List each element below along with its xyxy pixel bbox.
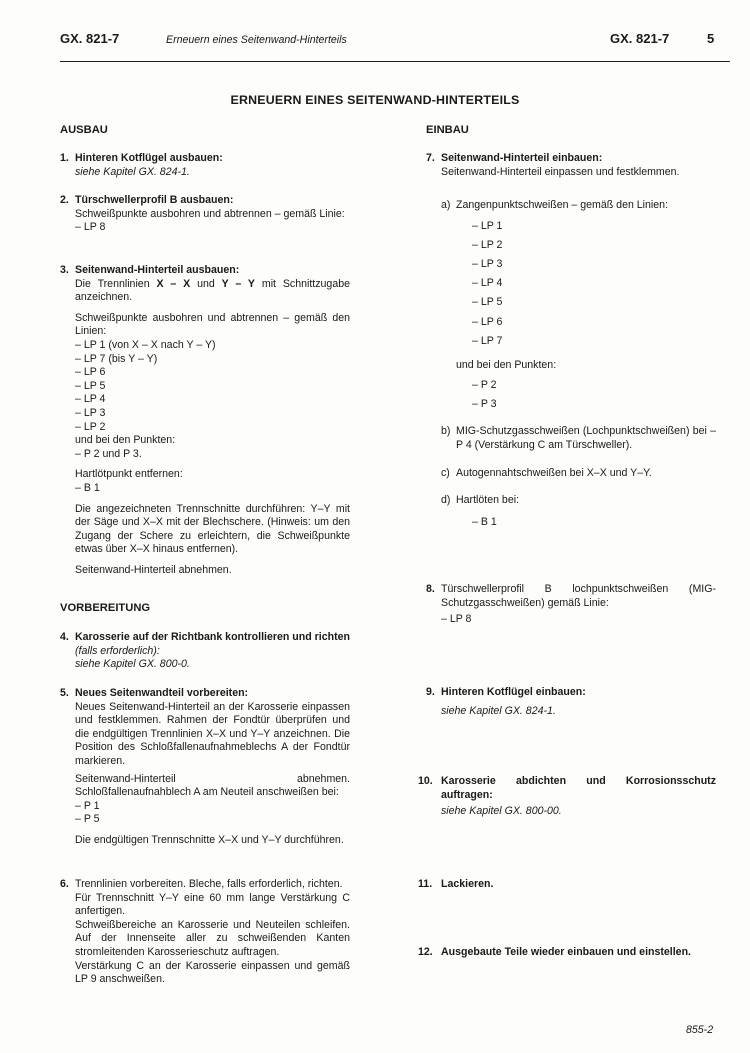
step-11	[441, 878, 716, 892]
step-number: 3.	[60, 264, 69, 276]
step-text: Schweißpunkte ausbohren und abtrennen – gemäß Linie:	[75, 207, 345, 220]
substep-label: b)	[441, 425, 451, 437]
line-ref: – LP 7	[472, 334, 503, 347]
step-number: 2.	[60, 194, 69, 206]
step-text: Türschwellerprofil B lochpunktschweißen (MIG-Schutzgasschweißen) gemäß Linie:	[441, 583, 716, 609]
chapter-ref: siehe Kapitel GX. 824-1.	[441, 704, 556, 717]
step-number: 1.	[60, 152, 69, 164]
line-ref: – LP 3	[472, 257, 503, 270]
step-number: 6.	[60, 878, 69, 890]
point-ref: – P 2	[472, 378, 497, 391]
step-text: Seitenwand-Hinterteil abnehmen. Schloßfallenaufnahblech A am Neuteil anschweißen bei:	[75, 772, 350, 799]
substep-text: Hartlöten bei:	[456, 494, 520, 506]
step-text: Hartlötpunkt entfernen:	[75, 468, 183, 481]
point-ref: – P 3	[472, 397, 497, 410]
step-6	[75, 878, 350, 987]
chapter-ref: siehe Kapitel GX. 824-1.	[75, 165, 190, 178]
step-text: Für Trennschnitt Y–Y eine 60 mm lange Verstärkung C anfertigen.	[75, 891, 350, 918]
line-ref: – LP 6	[472, 315, 503, 328]
header-title: Erneuern eines Seitenwand-Hinterteils	[166, 34, 347, 46]
step-text: Trennlinien vorbereiten. Bleche, falls erforderlich, richten.	[75, 878, 343, 890]
line-ref: – LP 6	[75, 366, 106, 379]
point-ref: – B 1	[75, 481, 100, 494]
line-ref: – LP 7 (bis Y – Y)	[75, 352, 158, 365]
step-4	[75, 631, 350, 672]
substep-label: d)	[441, 494, 451, 506]
step-title: Seitenwand-Hinterteil ausbauen:	[75, 264, 240, 276]
step-5	[75, 687, 350, 848]
substep-label: c)	[441, 467, 450, 479]
substep-text: Zangenpunktschweißen – gemäß den Linien:	[456, 199, 669, 211]
step-text: Neues Seitenwand-Hinterteil an der Karosserie einpassen und festklemmen. Rahmen der Fondtür überprüfen und die endgültigen Trennlinien X–X und Y–Y anzeichnen. Die Position des Schloßfallenaufnahmeblechs A der Fondtür markieren.	[75, 700, 350, 767]
page-number: 5	[707, 31, 715, 46]
chapter-ref: siehe Kapitel GX. 800-00.	[441, 805, 562, 818]
substep-label: a)	[441, 199, 451, 211]
page-title: ERNEUERN EINES SEITENWAND-HINTERTEILS	[230, 93, 520, 107]
step-3	[75, 264, 350, 577]
point-ref: – P 2 und P 3.	[75, 447, 142, 460]
step-1	[75, 152, 350, 179]
step-text: Seitenwand-Hinterteil abnehmen.	[75, 563, 232, 576]
step-9	[441, 686, 716, 718]
header-rule	[60, 61, 730, 62]
header-code-right: GX. 821-7	[610, 31, 670, 46]
line-ref: – LP 4	[472, 277, 503, 290]
step-number: 11.	[418, 878, 433, 890]
step-text: Verstärkung C an der Karosserie einpassen und gemäß LP 9 anschweißen.	[75, 959, 350, 986]
step-title: Lackieren.	[441, 878, 494, 890]
substep-text: MIG-Schutzgasschweißen (Lochpunktschweißen) bei – P 4 (Verstärkung C am Türschweller).	[456, 425, 716, 451]
footer-code: 855-2	[686, 1024, 714, 1036]
step-8	[441, 583, 716, 627]
step-2	[75, 194, 350, 235]
step-12	[441, 946, 716, 960]
step-number: 7.	[426, 152, 435, 164]
step-title: Karosserie auf der Richtbank kontrollieren und richten (falls erforderlich):	[75, 631, 350, 657]
point-ref: – P 1	[75, 799, 100, 812]
step-number: 4.	[60, 631, 69, 643]
step-number: 12.	[418, 946, 433, 958]
step-text: Seitenwand-Hinterteil einpassen und festklemmen.	[441, 165, 680, 178]
step-text: Die angezeichneten Trennschnitte durchführen: Y–Y mit der Säge und X–X mit der Blechschere. (Hinweis: um den Zugang der Schere zu erleichtern, die Schweißpunkte etwas über X–X hinaus entfernen).	[75, 502, 350, 556]
step-title: Karosserie abdichten und Korrosionsschutz auftragen:	[441, 775, 716, 801]
line-ref: – LP 5	[75, 379, 106, 392]
step-text: Schweißpunkte ausbohren und abtrennen – gemäß den Linien:	[75, 311, 350, 338]
step-title: Neues Seitenwandteil vorbereiten:	[75, 687, 249, 699]
point-ref: – B 1	[472, 515, 497, 528]
step-number: 5.	[60, 687, 69, 699]
chapter-ref: siehe Kapitel GX. 800-0.	[75, 658, 190, 671]
step-7	[441, 152, 716, 179]
line-ref: – LP 8	[75, 221, 106, 234]
line-ref: – LP 2	[472, 238, 503, 251]
substep-text: und bei den Punkten:	[456, 358, 557, 371]
line-ref: – LP 5	[472, 296, 503, 309]
step-title: Hinteren Kotflügel ausbauen:	[75, 152, 223, 164]
section-ausbau: AUSBAU	[60, 124, 108, 136]
substep-text: Autogennahtschweißen bei X–X und Y–Y.	[456, 467, 652, 479]
step-number: 10.	[418, 775, 433, 787]
section-vorbereitung: VORBEREITUNG	[60, 602, 151, 614]
section-einbau: EINBAU	[426, 124, 469, 136]
step-10	[441, 775, 716, 819]
line-ref: – LP 3	[75, 406, 106, 419]
step-number: 9.	[426, 686, 435, 698]
step-text: und bei den Punkten:	[75, 434, 176, 447]
step-title: Hinteren Kotflügel einbauen:	[441, 686, 586, 698]
step-title: Seitenwand-Hinterteil einbauen:	[441, 152, 603, 164]
point-ref: – P 5	[75, 813, 100, 826]
line-ref: – LP 1 (von X – X nach Y – Y)	[75, 338, 216, 351]
line-ref: – LP 8	[441, 613, 472, 626]
step-title: Ausgebaute Teile wieder einbauen und einstellen.	[441, 946, 691, 958]
step-title: Türschwellerprofil B ausbauen:	[75, 194, 234, 206]
header-code-left: GX. 821-7	[60, 31, 120, 46]
line-ref: – LP 2	[75, 420, 106, 433]
step-number: 8.	[426, 583, 435, 595]
step-text: Die endgültigen Trennschnitte X–X und Y–Y durchführen.	[75, 833, 344, 846]
step-text: Schweißbereiche an Karosserie und Neuteilen schleifen. Auf der Innenseite aller zu schweißenden Kanten stromleitenden Karosserieschutz auftragen.	[75, 918, 350, 958]
line-ref: – LP 4	[75, 393, 106, 406]
line-ref: – LP 1	[472, 219, 503, 232]
step-text: Die Trennlinien X – X und Y – Y mit Schnittzugabe anzeichnen.	[75, 277, 350, 304]
